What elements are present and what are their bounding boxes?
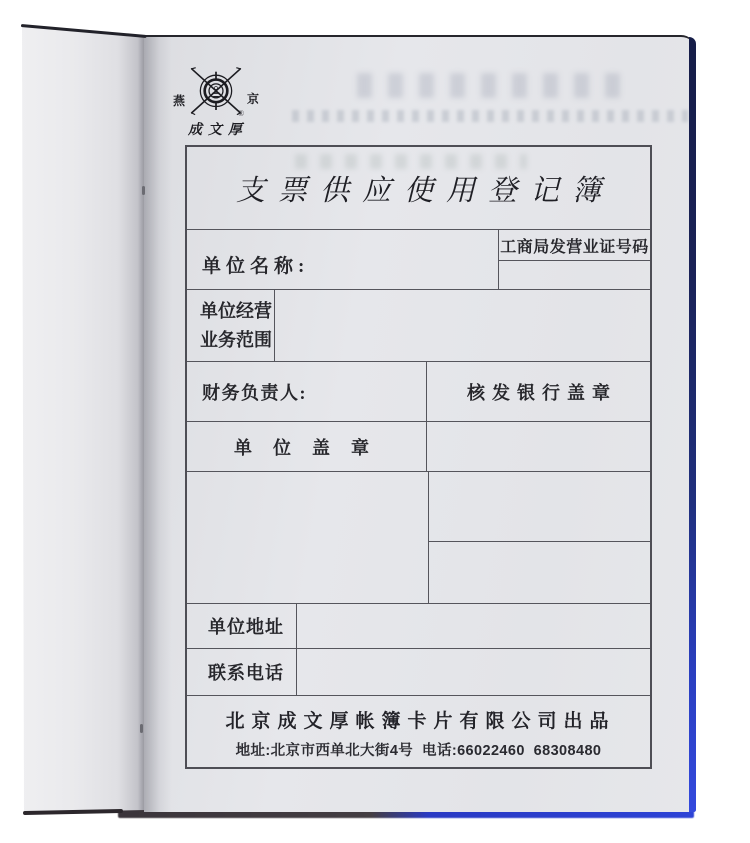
publisher-name: 北京成文厚帐簿卡片有限公司出品 — [225, 710, 616, 732]
business-scope-row — [187, 290, 650, 362]
license-number-label-cell — [499, 230, 650, 261]
bank-seal-blank-cell-upper — [429, 472, 650, 542]
unit-seal-label-cell — [187, 422, 427, 471]
bank-seal-blank-cell-lower — [429, 542, 650, 603]
license-number-label: 工商局发营业证号码 — [500, 238, 649, 256]
unit-seal-blank-area — [187, 472, 429, 603]
business-scope-label-line1: 单位经营 — [200, 301, 272, 321]
contact-phone-label-cell — [187, 649, 297, 695]
registration-book-first-page — [144, 35, 696, 812]
binding-stitch — [142, 186, 145, 195]
bank-seal-label: 核发银行盖章 — [467, 382, 617, 403]
unit-name-label-cell — [187, 230, 499, 289]
unit-address-label: 单位地址 — [208, 617, 284, 637]
finance-head-row — [187, 362, 650, 422]
form-title-row — [187, 147, 650, 230]
registered-trademark-symbol: ® — [238, 109, 245, 118]
unit-seal-adjacent-blank-cell — [427, 422, 650, 471]
license-number-blank-cell — [499, 261, 650, 289]
contact-phone-row — [187, 649, 650, 696]
bank-seal-label-cell — [427, 362, 650, 421]
unit-name-label: 单位名称: — [202, 256, 310, 277]
business-scope-label-cell — [187, 290, 275, 361]
unit-name-row — [187, 230, 650, 290]
page-showthrough-band — [292, 110, 688, 122]
unit-address-blank-cell — [297, 604, 650, 648]
bank-seal-blank-area — [429, 472, 650, 603]
unit-seal-label-row — [187, 422, 650, 472]
unit-seal-label: 单位盖章 — [234, 437, 390, 458]
publisher-footer-row — [187, 696, 650, 767]
book-cover-bottom-left-edge — [23, 809, 123, 815]
logo-right-character: 京 — [247, 92, 260, 106]
page-showthrough-band — [357, 73, 625, 98]
business-scope-blank-cell — [275, 290, 650, 361]
book-cover-right-edge — [689, 37, 696, 812]
logo-script-name: 成文厚 — [188, 123, 248, 138]
seal-blank-area-row — [187, 472, 650, 604]
unit-address-row — [187, 604, 650, 649]
contact-phone-label: 联系电话 — [208, 663, 284, 683]
finance-head-label: 财务负责人: — [202, 382, 307, 403]
logo-left-character: 燕 — [173, 94, 186, 108]
finance-head-label-cell — [187, 362, 427, 421]
license-number-cell — [499, 230, 650, 289]
publisher-address-phone: 地址:北京市西单北大街4号 电话:66022460 68308480 — [235, 742, 602, 759]
registration-form-table — [185, 145, 652, 769]
contact-phone-blank-cell — [297, 649, 650, 695]
unit-address-label-cell — [187, 604, 297, 648]
binding-stitch — [140, 724, 143, 733]
business-scope-label-line2: 业务范围 — [200, 330, 272, 350]
chengwenhou-emblem-icon — [187, 63, 245, 121]
book-inside-front-cover — [22, 26, 145, 814]
chengwenhou-logo — [172, 63, 264, 143]
binding-crease-shadow — [144, 37, 172, 812]
form-title: 支票供应使用登记簿 — [235, 174, 614, 207]
